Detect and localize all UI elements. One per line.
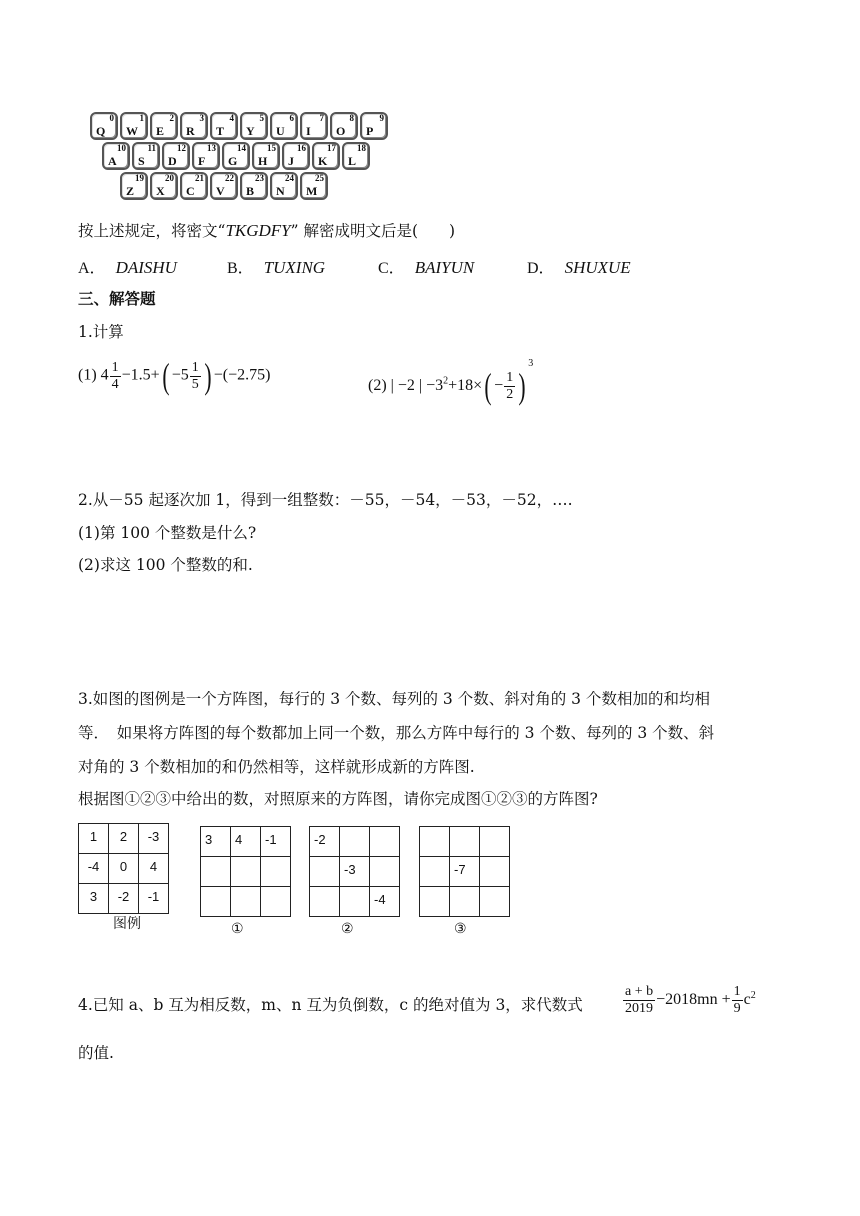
key-u: U 6 — [270, 112, 298, 140]
grid-cell — [420, 887, 450, 917]
grid-cell — [261, 887, 291, 917]
grid-1-label: ① — [231, 920, 244, 936]
q4-text: 4.已知 a、b 互为相反数，m、n 互为负倒数，c 的绝对值为 3，求代数式 — [78, 996, 583, 1014]
grid-cell: -3 — [139, 824, 169, 854]
key-v: V 22 — [210, 172, 238, 200]
key-y: Y 5 — [240, 112, 268, 140]
section-title: 三、解答题 — [78, 289, 156, 308]
grid-cell: -2 — [109, 884, 139, 914]
keyboard-cipher-image — [90, 112, 400, 207]
key-q: Q 0 — [90, 112, 118, 140]
grid-cell — [450, 827, 480, 857]
grid-cell: -4 — [79, 854, 109, 884]
q2-part1: (1)第 100 个整数是什么? — [78, 524, 257, 542]
grid-cell: -3 — [340, 857, 370, 887]
q4-expression: $\frac{a + b}{2019}$ −2018mn + $\frac{1}{9}$ $c^2$ — [625, 984, 756, 1016]
grid-cell — [340, 887, 370, 917]
grid-cell: 4 — [139, 854, 169, 884]
key-r: R 3 — [180, 112, 208, 140]
grid-cell — [370, 827, 400, 857]
grid-cell — [370, 857, 400, 887]
cipher-question-post: ” 解密成明文后是( ) — [290, 222, 456, 240]
key-p: P 9 — [360, 112, 388, 140]
key-z: Z 19 — [120, 172, 148, 200]
grid-cell — [261, 857, 291, 887]
grid-cell: -1 — [139, 884, 169, 914]
grid-cell: 4 — [231, 827, 261, 857]
key-n: N 24 — [270, 172, 298, 200]
key-a: A 10 — [102, 142, 130, 170]
key-w: W 1 — [120, 112, 148, 140]
grid-cell: 2 — [109, 824, 139, 854]
q2-title: 2.从－55 起逐次加 1，得到一组整数：－55，－54，－53，－52，…. — [78, 491, 573, 509]
grid-2 — [309, 826, 400, 917]
q3-line3: 对角的 3 个数相加的和仍然相等，这样就形成新的方阵图. — [78, 758, 475, 776]
q2-part2: (2)求这 100 个整数的和. — [78, 556, 253, 574]
q3-line1: 3.如图的图例是一个方阵图，每行的 3 个数、每列的 3 个数、斜对角的 3 个数相加的和均相 — [78, 690, 710, 708]
grid-3 — [419, 826, 510, 917]
key-x: X 20 — [150, 172, 178, 200]
key-i: I 7 — [300, 112, 328, 140]
grid-cell — [310, 887, 340, 917]
grid-cell: -7 — [450, 857, 480, 887]
grid-1 — [200, 826, 291, 917]
grid-cell: -2 — [310, 827, 340, 857]
grid-cell — [231, 857, 261, 887]
grid-cell: 3 — [79, 884, 109, 914]
option-d: D． SHUXUE — [527, 258, 631, 277]
q3-line4: 根据图①②③中给出的数，对照原来的方阵图，请你完成图①②③的方阵图? — [78, 790, 598, 808]
grid-cell — [310, 857, 340, 887]
key-g: G 14 — [222, 142, 250, 170]
legend-grid — [78, 823, 169, 914]
grid-cell — [480, 827, 510, 857]
key-f: F 13 — [192, 142, 220, 170]
option-b: B． TUXING — [227, 258, 326, 277]
key-o: O 8 — [330, 112, 358, 140]
legend-label: 图例 — [113, 915, 141, 931]
option-c: C． BAIYUN — [378, 258, 475, 277]
grid-cell — [340, 827, 370, 857]
key-j: J 16 — [282, 142, 310, 170]
key-s: S 11 — [132, 142, 160, 170]
grid-cell: -4 — [370, 887, 400, 917]
q4-line2: 的值. — [78, 1044, 114, 1062]
q1-part2-expression: (2) | −2 | $-3^2+18\times$( − $\frac{1}{2}$ )$^3$ — [368, 358, 534, 407]
key-d: D 12 — [162, 142, 190, 170]
grid-2-label: ② — [341, 920, 354, 936]
q1-title: 1.计算 — [78, 323, 124, 341]
grid-cell: 1 — [79, 824, 109, 854]
grid-cell — [201, 857, 231, 887]
grid-3-label: ③ — [454, 920, 467, 936]
grid-cell: 0 — [109, 854, 139, 884]
grid-cell — [480, 857, 510, 887]
key-b: B 23 — [240, 172, 268, 200]
key-h: H 15 — [252, 142, 280, 170]
cipher-question-pre: 按上述规定，将密文“ — [78, 222, 226, 240]
key-t: T 4 — [210, 112, 238, 140]
grid-cell: 3 — [201, 827, 231, 857]
q3-line2: 等． 如果将方阵图的每个数都加上同一个数，那么方阵中每行的 3 个数、每列的 3 个数、斜 — [78, 724, 715, 742]
grid-cell — [420, 827, 450, 857]
key-e: E 2 — [150, 112, 178, 140]
key-m: M 25 — [300, 172, 328, 200]
key-k: K 17 — [312, 142, 340, 170]
option-a: A． DAISHU — [78, 258, 177, 277]
grid-cell — [450, 887, 480, 917]
grid-cell — [480, 887, 510, 917]
cipher-text: TKGDFY — [225, 221, 291, 240]
key-c: C 21 — [180, 172, 208, 200]
cipher-question — [78, 221, 455, 241]
grid-cell: -1 — [261, 827, 291, 857]
grid-cell — [201, 887, 231, 917]
grid-cell — [231, 887, 261, 917]
q1-part1-expression: (1) 4 $\frac{1}{4}$ −1.5+( −5 $\frac{1}{5}$ ) −(−2.75) — [78, 356, 271, 396]
key-l: L 18 — [342, 142, 370, 170]
grid-cell — [420, 857, 450, 887]
